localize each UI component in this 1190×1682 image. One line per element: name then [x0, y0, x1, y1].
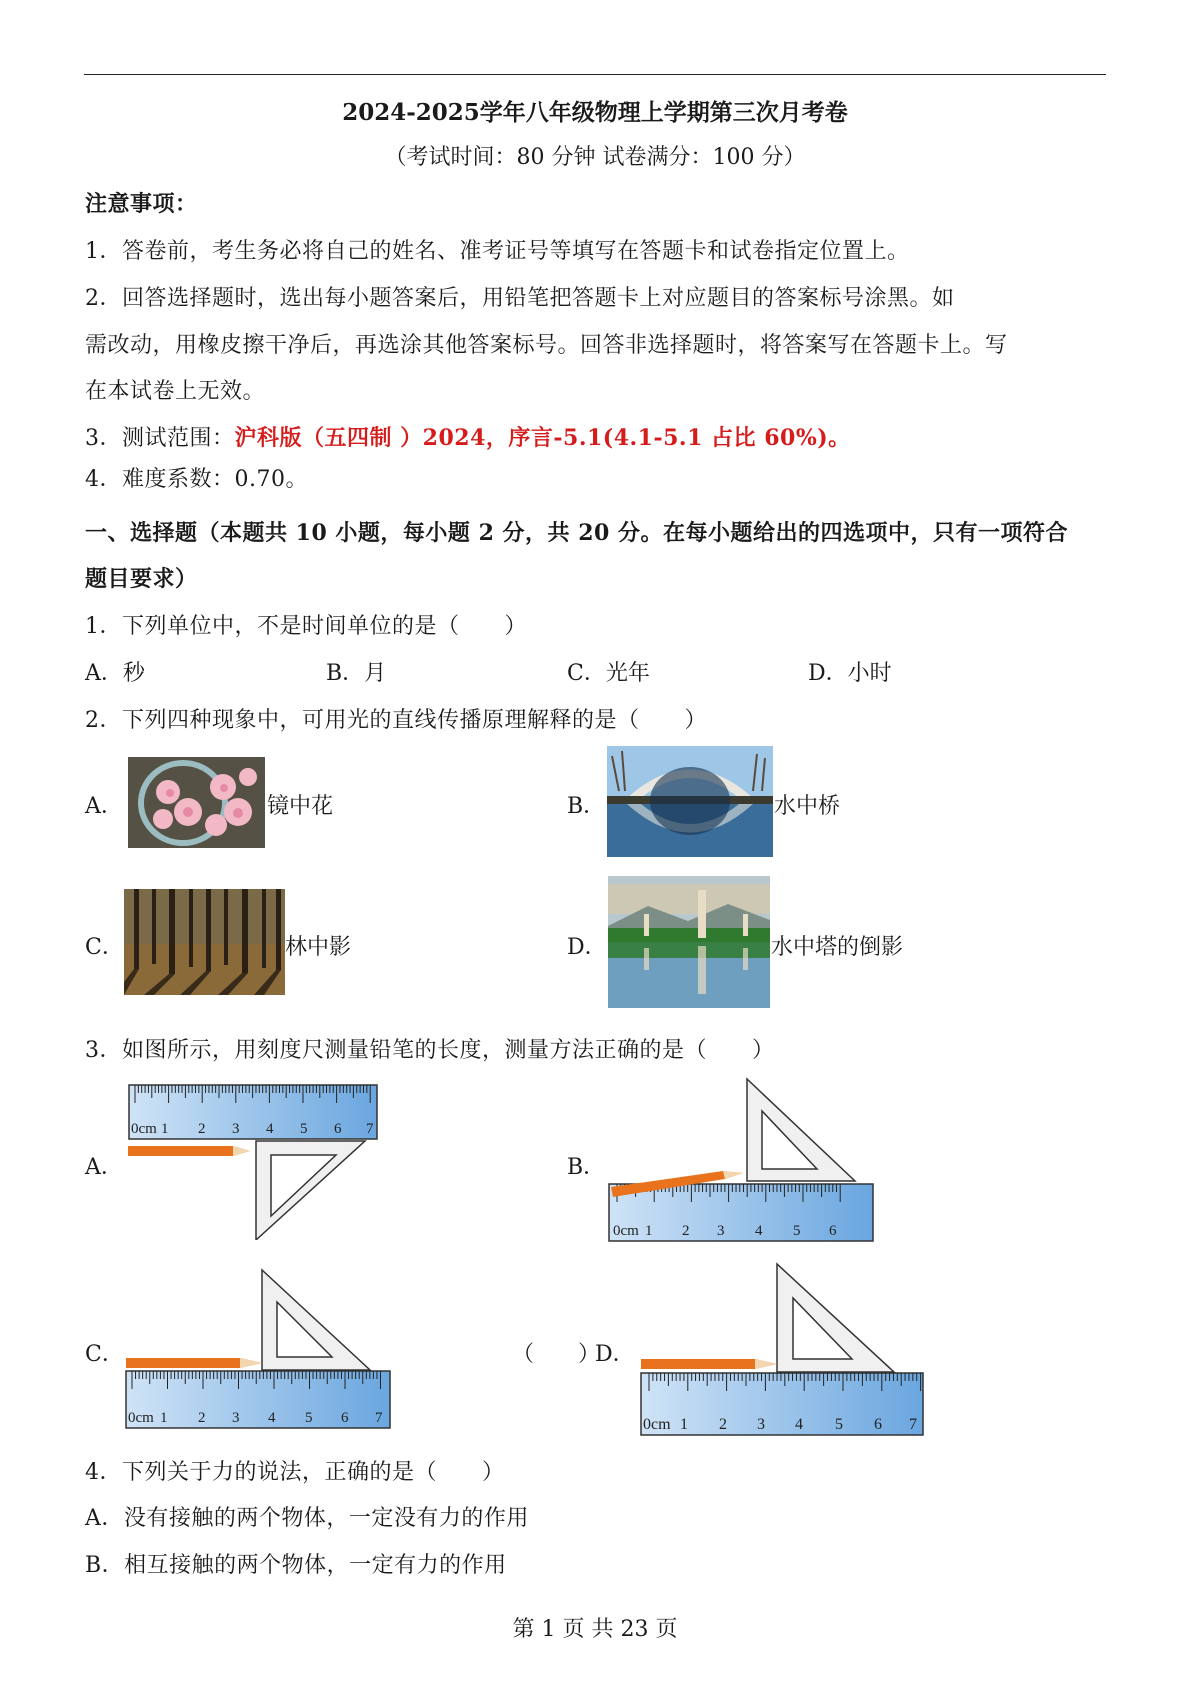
q3-figure-c	[122, 1265, 394, 1433]
note-3	[85, 421, 851, 452]
q4-stem: 4．下列关于力的说法，正确的是（ ）	[85, 1460, 505, 1485]
q2-option-c-text: 林中影	[285, 935, 352, 960]
ruler-d-tick-6: 6	[874, 1416, 882, 1433]
ruler-c-tick-1: 1	[160, 1410, 168, 1426]
ruler-b-tick-3: 3	[717, 1223, 725, 1239]
q3-option-a-label: A．	[85, 1155, 123, 1180]
q1-option-d: D．小时	[808, 661, 892, 686]
note-2c: 在本试卷上无效。	[85, 379, 266, 404]
q3-option-c-label: C．	[85, 1342, 124, 1367]
q1-option-c: C．光年	[567, 661, 650, 686]
ruler-c-tick-4: 4	[268, 1410, 276, 1426]
ruler-d-tick-7: 7	[909, 1416, 917, 1433]
q2-option-c-label: C．	[85, 935, 124, 960]
q2-photo-pagoda-reflection	[608, 876, 770, 1008]
ruler-c-tick-6: 6	[341, 1410, 349, 1426]
q3-figure-b	[605, 1077, 877, 1245]
ruler-d-tick-1: 1	[680, 1416, 688, 1433]
ruler-b-tick-2: 2	[682, 1223, 690, 1239]
q2-option-d-label: D．	[567, 935, 607, 960]
ruler-b-unit: 0cm	[613, 1223, 639, 1239]
q2-photo-forest-shadows	[124, 889, 285, 995]
ruler-a-tick-3: 3	[232, 1121, 240, 1137]
q1-option-b: B．月	[326, 661, 387, 686]
section-heading-b: 题目要求）	[85, 566, 198, 592]
ruler-c-tick-7: 7	[375, 1410, 383, 1426]
q4-option-b: B．相互接触的两个物体，一定有力的作用	[85, 1553, 507, 1578]
note-2a: 2．回答选择题时，选出每小题答案后，用铅笔把答题卡上对应题目的答案标号涂黑。如	[85, 286, 955, 311]
note-4: 4．难度系数：0.70。	[85, 467, 308, 492]
ruler-d-tick-5: 5	[835, 1416, 843, 1433]
note-3-scope: 沪科版（五四制 ）2024，序言-5.1(4.1-5.1 占比 60%)。	[234, 425, 851, 451]
ruler-c-unit: 0cm	[128, 1410, 154, 1426]
q2-photo-bridge-reflection	[607, 746, 773, 857]
q2-option-d-text: 水中塔的倒影	[771, 935, 904, 960]
q3-option-b-label: B．	[567, 1155, 606, 1180]
ruler-a-tick-1: 1	[161, 1121, 169, 1137]
ruler-d-tick-2: 2	[719, 1416, 727, 1433]
ruler-b-tick-4: 4	[755, 1223, 763, 1239]
ruler-a-tick-5: 5	[300, 1121, 308, 1137]
pencil-a	[128, 1146, 250, 1156]
ruler-a-tick-7: 7	[366, 1121, 374, 1137]
q3-figure-d	[637, 1262, 927, 1440]
ruler-b-tick-6: 6	[829, 1223, 837, 1239]
q3-option-d-label: D．	[595, 1342, 635, 1367]
ruler-d-tick-3: 3	[757, 1416, 765, 1433]
q1-option-a: A．秒	[85, 661, 145, 686]
page-number: 第 1 页 共 23 页	[512, 1617, 678, 1642]
q1-stem: 1．下列单位中，不是时间单位的是（ ）	[85, 614, 527, 639]
ruler-c-tick-5: 5	[305, 1410, 313, 1426]
page-title: 2024-2025学年八年级物理上学期第三次月考卷	[342, 99, 848, 126]
q3-answer-blank: （ ）	[512, 1342, 601, 1367]
ruler-a-tick-4: 4	[266, 1121, 274, 1137]
note-2b: 需改动，用橡皮擦干净后，再选涂其他答案标号。回答非选择题时，将答案写在答题卡上。写	[85, 333, 1008, 358]
q2-option-b-label: B．	[567, 794, 606, 819]
ruler-c-tick-2: 2	[198, 1410, 206, 1426]
ruler-a-unit: 0cm	[131, 1121, 157, 1137]
q4-option-a: A．没有接触的两个物体，一定没有力的作用	[85, 1506, 529, 1531]
q3-figure-a	[125, 1080, 385, 1240]
ruler-c-tick-3: 3	[232, 1410, 240, 1426]
ruler-a-tick-6: 6	[334, 1121, 342, 1137]
q2-option-a-text: 镜中花	[267, 794, 334, 819]
ruler-d-unit: 0cm	[643, 1416, 671, 1433]
ruler-a-tick-2: 2	[198, 1121, 206, 1137]
notes-heading: 注意事项：	[85, 191, 198, 217]
note-1: 1．答卷前，考生务必将自己的姓名、准考证号等填写在答题卡和试卷指定位置上。	[85, 239, 910, 264]
exam-info: （考试时间：80 分钟 试卷满分：100 分）	[384, 145, 806, 170]
ruler-d-tick-4: 4	[795, 1416, 803, 1433]
q3-stem: 3．如图所示，用刻度尺测量铅笔的长度，测量方法正确的是（ ）	[85, 1038, 775, 1063]
section-heading-a: 一、选择题（本题共 10 小题，每小题 2 分，共 20 分。在每小题给出的四选项中，只有一项符合	[85, 520, 1068, 546]
ruler-b-tick-1: 1	[645, 1223, 653, 1239]
q2-option-a-label: A．	[85, 794, 123, 819]
note-3-prefix: 3．测试范围：	[85, 426, 235, 451]
q2-option-b-text: 水中桥	[774, 794, 841, 819]
q2-photo-flowers-mirror	[128, 757, 265, 848]
ruler-b-tick-5: 5	[793, 1223, 801, 1239]
top-rule	[84, 74, 1106, 75]
q2-stem: 2．下列四种现象中，可用光的直线传播原理解释的是（ ）	[85, 708, 707, 733]
